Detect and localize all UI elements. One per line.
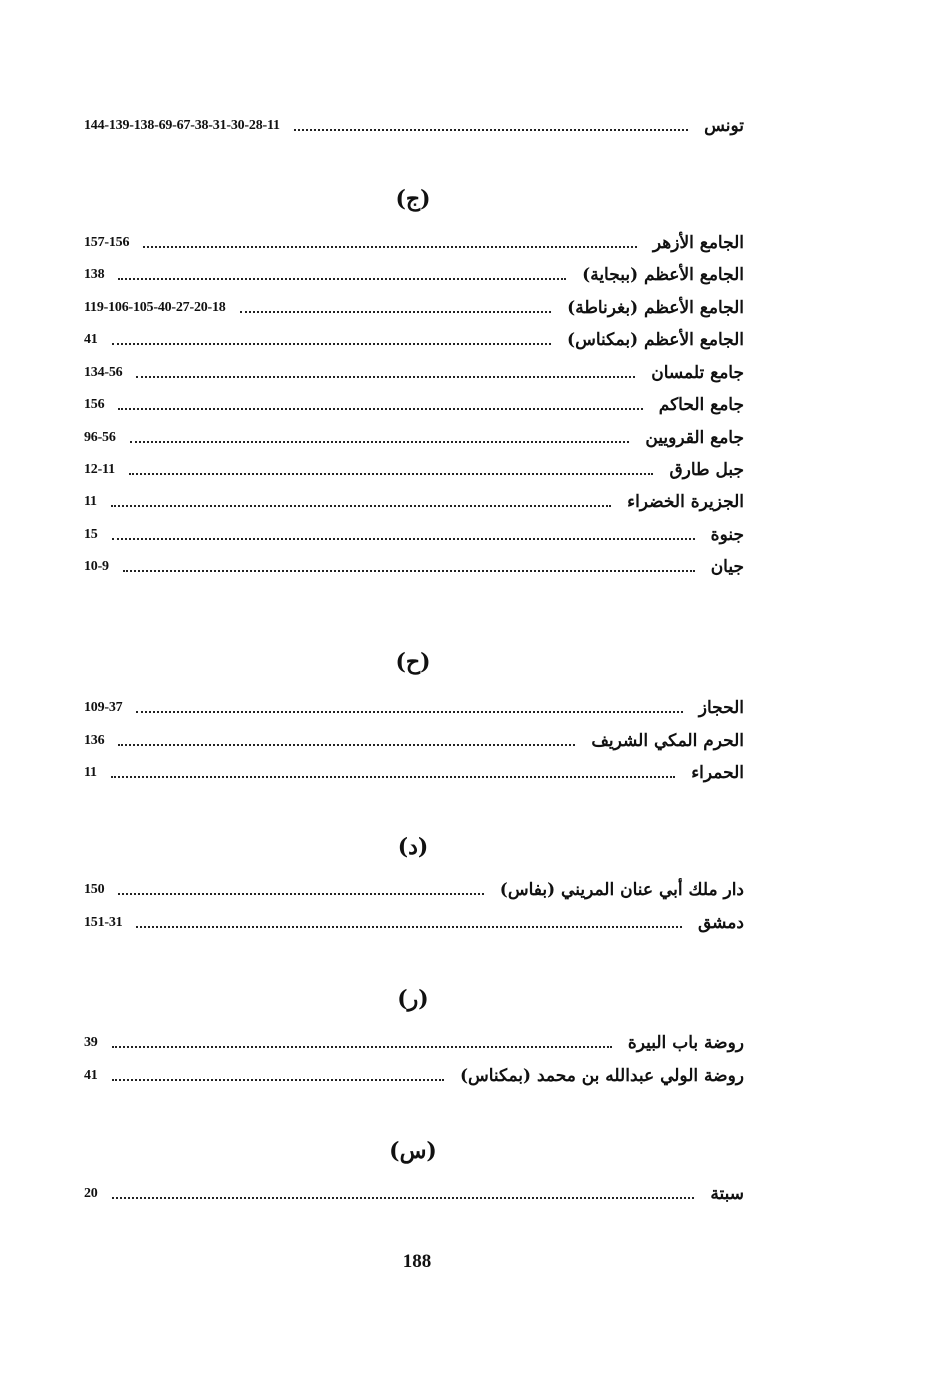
leader-dots bbox=[112, 1065, 444, 1081]
entry-pages: 11 bbox=[84, 494, 97, 509]
entry-term: تونس bbox=[704, 116, 744, 136]
entry-term: جنوة bbox=[710, 525, 744, 545]
index-entry bbox=[84, 1029, 744, 1057]
index-entry bbox=[84, 521, 744, 549]
leader-dots bbox=[143, 232, 637, 248]
index-entry bbox=[84, 488, 744, 516]
leader-dots bbox=[136, 362, 635, 378]
leader-dots bbox=[130, 427, 630, 443]
entry-term: الجامع الأعظم (بمكناس) bbox=[567, 330, 744, 350]
entry-pages: 157-156 bbox=[84, 235, 130, 250]
section-heading: (ر) bbox=[397, 986, 429, 1012]
section-heading: (ج) bbox=[395, 186, 431, 212]
index-entry bbox=[84, 391, 744, 419]
entry-pages: 134-56 bbox=[84, 365, 123, 380]
index-entry bbox=[84, 727, 744, 755]
index-entry bbox=[84, 694, 744, 722]
leader-dots bbox=[129, 459, 654, 475]
entry-pages: 96-56 bbox=[84, 430, 116, 445]
leader-dots bbox=[136, 912, 682, 928]
leader-dots bbox=[111, 491, 611, 507]
entry-pages: 144-139-138-69-67-38-31-30-28-11 bbox=[84, 118, 280, 133]
entry-term: دار ملك أبي عنان المريني (بفاس) bbox=[499, 880, 744, 900]
entry-pages: 41 bbox=[84, 1068, 98, 1083]
page-number: 188 bbox=[402, 1251, 432, 1272]
leader-dots bbox=[112, 1183, 695, 1199]
entry-term: جبل طارق bbox=[669, 460, 744, 480]
entry-term: دمشق bbox=[697, 913, 744, 933]
entry-term: الحجاز bbox=[698, 698, 744, 718]
leader-dots bbox=[112, 329, 551, 345]
entry-pages: 11 bbox=[84, 765, 97, 780]
index-entry bbox=[84, 909, 744, 937]
entry-pages: 12-11 bbox=[84, 462, 115, 477]
entry-pages: 109-37 bbox=[84, 700, 123, 715]
entry-term: سبتة bbox=[710, 1184, 744, 1204]
leader-dots bbox=[111, 762, 675, 778]
leader-dots bbox=[118, 394, 642, 410]
leader-dots bbox=[118, 264, 566, 280]
entry-pages: 138 bbox=[84, 267, 105, 282]
leader-dots bbox=[136, 697, 682, 713]
index-entry bbox=[84, 1062, 744, 1090]
entry-term: جامع القرويين bbox=[645, 428, 744, 448]
entry-pages: 151-31 bbox=[84, 915, 123, 930]
entry-term: الجامع الأعظم (ببجاية) bbox=[582, 265, 744, 285]
entry-term: جامع تلمسان bbox=[651, 363, 744, 383]
index-entry bbox=[84, 294, 744, 322]
entry-pages: 150 bbox=[84, 882, 105, 897]
section-heading: (د) bbox=[397, 834, 429, 860]
entry-pages: 39 bbox=[84, 1035, 98, 1050]
index-entry bbox=[84, 1180, 744, 1208]
index-entry bbox=[84, 326, 744, 354]
leader-dots bbox=[118, 730, 575, 746]
index-entry bbox=[84, 876, 744, 904]
entry-term: جامع الحاكم bbox=[658, 395, 744, 415]
entry-pages: 10-9 bbox=[84, 559, 109, 574]
index-entry bbox=[84, 112, 744, 140]
index-entry bbox=[84, 229, 744, 257]
entry-term: الجزيرة الخضراء bbox=[627, 492, 744, 512]
index-entry bbox=[84, 261, 744, 289]
entry-pages: 156 bbox=[84, 397, 105, 412]
index-entry bbox=[84, 759, 744, 787]
entry-term: الجامع الأعظم (بغرناطة) bbox=[567, 298, 744, 318]
entry-pages: 15 bbox=[84, 527, 98, 542]
index-entry bbox=[84, 424, 744, 452]
leader-dots bbox=[240, 297, 552, 313]
entry-term: الحمراء bbox=[691, 763, 744, 783]
entry-term: جيان bbox=[710, 557, 744, 577]
entry-term: روضة باب البيرة bbox=[627, 1033, 744, 1053]
index-entry bbox=[84, 553, 744, 581]
entry-pages: 119-106-105-40-27-20-18 bbox=[84, 300, 226, 315]
leader-dots bbox=[118, 879, 483, 895]
entry-pages: 136 bbox=[84, 733, 105, 748]
entry-term: الجامع الأزهر bbox=[652, 233, 744, 253]
leader-dots bbox=[294, 115, 688, 131]
index-entry bbox=[84, 359, 744, 387]
section-heading: (س) bbox=[389, 1138, 437, 1164]
leader-dots bbox=[112, 1032, 612, 1048]
section-heading: (ح) bbox=[395, 649, 431, 675]
leader-dots bbox=[123, 556, 695, 572]
index-entry bbox=[84, 456, 744, 484]
entry-term: الحرم المكي الشريف bbox=[591, 731, 744, 751]
entry-pages: 20 bbox=[84, 1186, 98, 1201]
leader-dots bbox=[112, 524, 695, 540]
entry-term: روضة الولي عبدالله بن محمد (بمكناس) bbox=[459, 1066, 744, 1086]
entry-pages: 41 bbox=[84, 332, 98, 347]
